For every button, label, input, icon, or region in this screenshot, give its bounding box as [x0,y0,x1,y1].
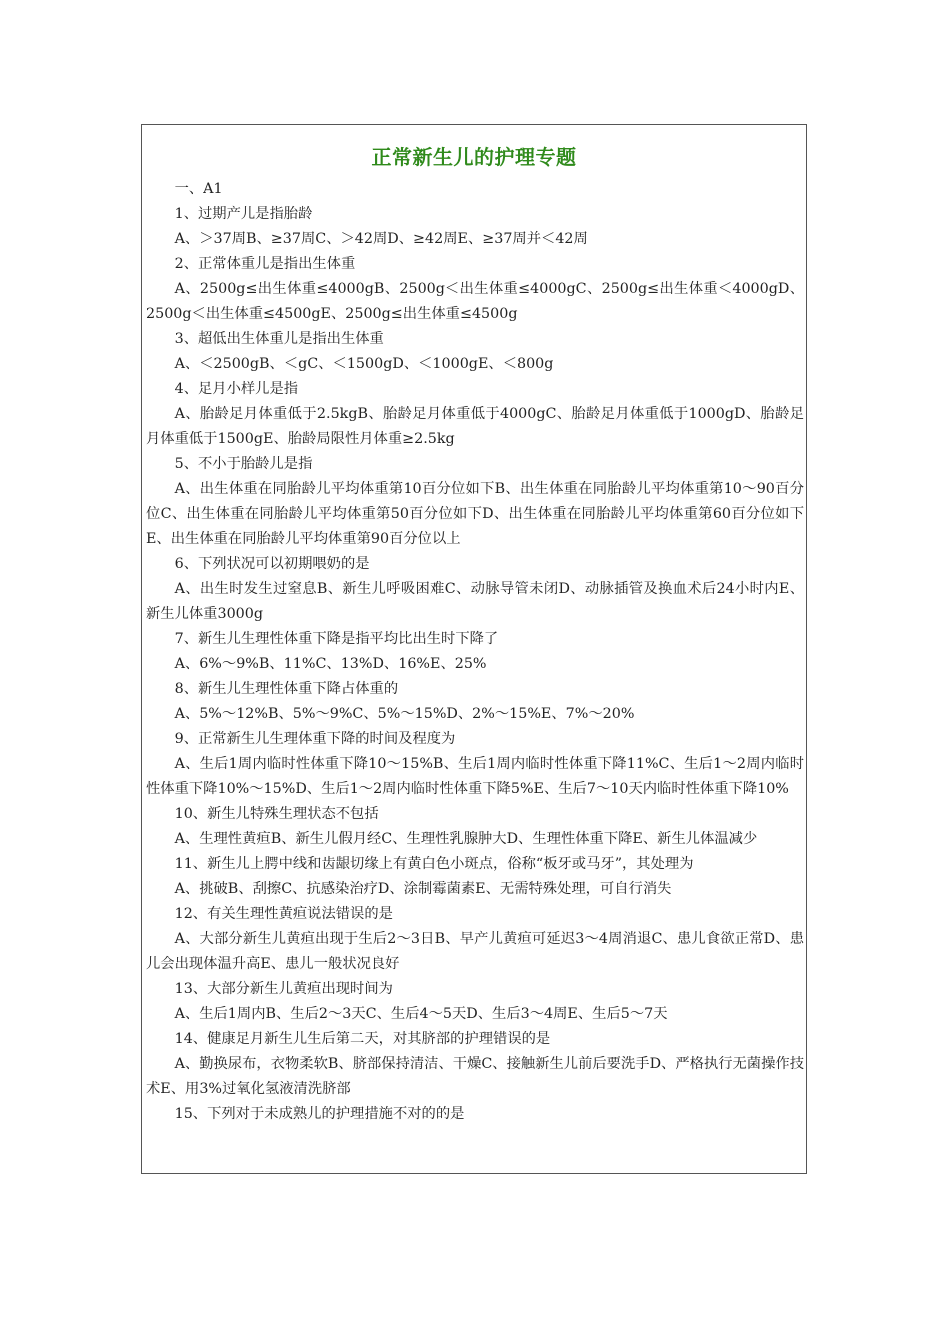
question: 3、超低出生体重儿是指出生体重 [174,331,384,347]
question: 4、足月小样儿是指 [174,381,299,397]
question: 1、过期产儿是指胎龄 [174,206,313,222]
question: 5、不小于胎龄儿是指 [174,456,313,472]
answer-options: A、2500g≤出生体重≤4000gB、2500g＜出生体重≤4000gC、2500g≤出生体重＜4000gD、2500g＜出生体重≤4500gE、2500g≤出生体重≤4500g [146,281,804,322]
question: 12、有关生理性黄疸说法错误的是 [174,906,393,922]
question: 14、健康足月新生儿生后第二天，对其脐部的护理错误的是 [174,1031,551,1047]
answer-options: A、出生体重在同胎龄儿平均体重第10百分位如下B、出生体重在同胎龄儿平均体重第10～90百分位C、出生体重在同胎龄儿平均体重第50百分位如下D、出生体重在同胎龄儿平均体重第60百分位如下E、出生体重在同胎龄儿平均体重第90百分位以上 [146,481,804,547]
question: 11、新生儿上腭中线和齿龈切缘上有黄白色小斑点，俗称“板牙或马牙”，其处理为 [174,856,694,872]
answer-options: A、勤换尿布，衣物柔软B、脐部保持清洁、干燥C、接触新生儿前后要洗手D、严格执行无菌操作技术E、用3%过氧化氢液清洗脐部 [146,1056,804,1097]
question: 8、新生儿生理性体重下降占体重的 [174,681,399,697]
answer-options: A、5%～12%B、5%～9%C、5%～15%D、2%～15%E、7%～20% [174,706,635,722]
question: 13、大部分新生儿黄疸出现时间为 [174,981,393,997]
question: 6、下列状况可以初期喂奶的是 [174,556,370,572]
page-title: 正常新生儿的护理专题 [371,145,577,169]
document-body [146,177,804,1127]
answer-options: A、生后1周内B、生后2～3天C、生后4～5天D、生后3～4周E、生后5～7天 [174,1006,668,1022]
question: 7、新生儿生理性体重下降是指平均比出生时下降了 [174,631,499,647]
document-frame [141,124,807,1174]
question: 2、正常体重儿是指出生体重 [174,256,356,272]
answer-options: A、挑破B、刮擦C、抗感染治疗D、涂制霉菌素E、无需特殊处理，可自行消失 [174,881,672,897]
answer-options: A、大部分新生儿黄疸出现于生后2～3日B、早产儿黄疸可延迟3～4周消退C、患儿食欲正常D、患儿会出现体温升高E、患儿一般状况良好 [146,931,804,972]
question: 9、正常新生儿生理体重下降的时间及程度为 [174,731,456,747]
question: 15、下列对于未成熟儿的护理措施不对的的是 [174,1106,465,1122]
answer-options: A、胎龄足月体重低于2.5kgB、胎龄足月体重低于4000gC、胎龄足月体重低于1000gD、胎龄足月体重低于1500gE、胎龄局限性月体重≥2.5kg [146,406,804,447]
question: 10、新生儿特殊生理状态不包括 [174,806,379,822]
answer-options: A、生后1周内临时性体重下降10～15%B、生后1周内临时性体重下降11%C、生后1～2周内临时性体重下降10%～15%D、生后1～2周内临时性体重下降5%E、生后7～10天内临时性体重下降10% [146,756,804,797]
answer-options: A、出生时发生过窒息B、新生儿呼吸困难C、动脉导管未闭D、动脉插管及换血术后24小时内E、新生儿体重3000g [146,581,804,622]
answer-options: A、6%～9%B、11%C、13%D、16%E、25% [174,656,487,672]
answer-options: A、生理性黄疸B、新生儿假月经C、生理性乳腺肿大D、生理性体重下降E、新生儿体温减少 [174,831,758,847]
answer-options: A、＞37周B、≥37周C、＞42周D、≥42周E、≥37周并＜42周 [174,231,588,247]
paragraph: 一、A1 [174,181,223,197]
answer-options: A、＜2500gB、＜gC、＜1500gD、＜1000gE、＜800g [174,356,554,372]
